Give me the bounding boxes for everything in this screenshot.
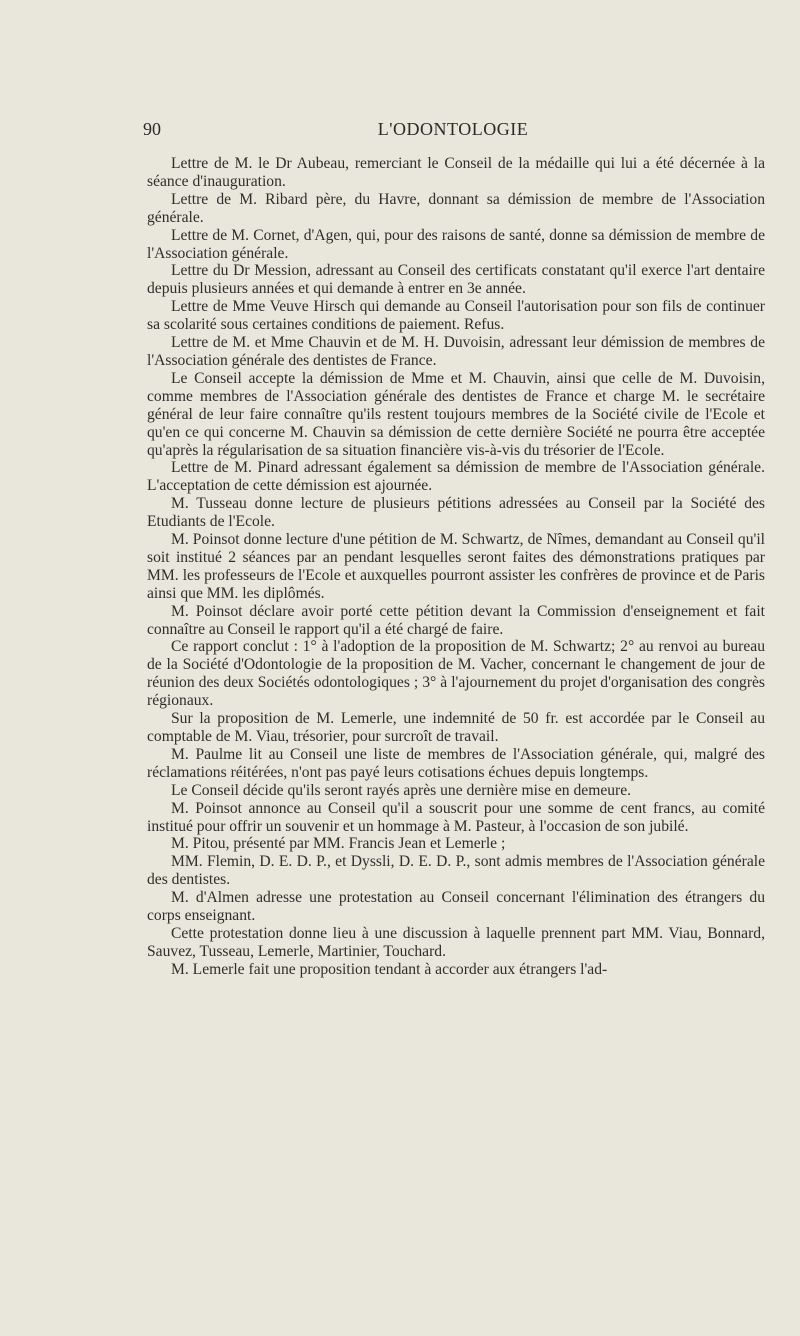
- paragraph: Ce rapport conclut : 1° à l'adoption de la proposition de M. Schwartz; 2° au renvoi au bureau de la Société d'Odontologie de la proposition de M. Vacher, concernant le changement de jour de réunion des deux Sociétés odontologiques ; 3° à l'ajournement du projet d'organisation des congrès régionaux.: [147, 638, 765, 710]
- paragraph: M. Pitou, présenté par MM. Francis Jean et Lemerle ;: [171, 835, 506, 853]
- paragraph: Lettre de M. Pinard adressant également sa démission de membre de l'Association générale. L'acceptation de cette démission est ajournée.: [147, 459, 765, 495]
- paragraph: M. Poinsot déclare avoir porté cette pétition devant la Commission d'enseignement et fait connaître au Conseil le rapport qu'il a été chargé de faire.: [147, 602, 765, 638]
- running-title: L'ODONTOLOGIE: [377, 119, 529, 139]
- body-text: [147, 155, 765, 979]
- paragraph: Lettre de M. le Dr Aubeau, remerciant le Conseil de la médaille qui lui a été décernée à la séance d'inauguration.: [147, 155, 765, 190]
- paragraph: Cette protestation donne lieu à une discussion à laquelle prennent part MM. Viau, Bonnard, Sauvez, Tusseau, Lemerle, Martinier, Touchard.: [147, 924, 765, 960]
- paragraph: Le Conseil accepte la démission de Mme et M. Chauvin, ainsi que celle de M. Duvoisin, comme membres de l'Association générale des dentistes de France et charge M. le secrétaire général de leur faire connaître qu'ils restent toujours membres de la Société civile de l'Ecole et qu'en ce qui concerne M. Chauvin sa démission de cette dernière Société ne pourra être acceptée qu'après la régularisation de sa situation financière vis-à-vis du trésorier de l'Ecole.: [147, 369, 765, 459]
- paragraph: Le Conseil décide qu'ils seront rayés après une dernière mise en demeure.: [171, 781, 632, 799]
- page-header: [143, 119, 763, 143]
- paragraph: M. Poinsot annonce au Conseil qu'il a souscrit pour une somme de cent francs, au comité institué pour offrir un souvenir et un hommage à M. Pasteur, à l'occasion de son jubilé.: [147, 799, 765, 835]
- paragraph: Lettre de M. et Mme Chauvin et de M. H. Duvoisin, adressant leur démission de membres de l'Association générale des dentistes de France.: [147, 334, 765, 369]
- paragraph: Sur la proposition de M. Lemerle, une indemnité de 50 fr. est accordée par le Conseil au comptable de M. Viau, trésorier, pour surcroît de travail.: [147, 710, 765, 745]
- paragraph: M. Tusseau donne lecture de plusieurs pétitions adressées au Conseil par la Société des Etudiants de l'Ecole.: [147, 495, 765, 531]
- paragraph: M. d'Almen adresse une protestation au Conseil concernant l'élimination des étrangers du corps enseignant.: [147, 889, 765, 925]
- paragraph: M. Paulme lit au Conseil une liste de membres de l'Association générale, qui, malgré des réclamations réitérées, n'ont pas payé leurs cotisations échues depuis longtemps.: [147, 745, 765, 781]
- paragraph: Lettre de M. Cornet, d'Agen, qui, pour des raisons de santé, donne sa démission de membre de l'Association générale.: [147, 226, 765, 262]
- paragraph: Lettre de Mme Veuve Hirsch qui demande au Conseil l'autorisation pour son fils de continuer sa scolarité sous certaines conditions de paiement. Refus.: [147, 298, 765, 334]
- page-number: 90: [143, 119, 161, 139]
- paragraph: M. Lemerle fait une proposition tendant à accorder aux étrangers l'ad-: [171, 960, 608, 978]
- paragraph: MM. Flemin, D. E. D. P., et Dyssli, D. E. D. P., sont admis membres de l'Association générale des dentistes.: [147, 853, 765, 889]
- paragraph: Lettre du Dr Mession, adressant au Conseil des certificats constatant qu'il exerce l'art dentaire depuis plusieurs années et qui demande à entrer en 3e année.: [147, 262, 765, 298]
- paragraph: Lettre de M. Ribard père, du Havre, donnant sa démission de membre de l'Association générale.: [147, 190, 765, 226]
- paragraph: M. Poinsot donne lecture d'une pétition de M. Schwartz, de Nîmes, demandant au Conseil qu'il soit institué 2 séances par an pendant lesquelles seront faites des démonstrations pratiques par MM. les professeurs de l'Ecole et auxquelles pourront assister les confrères de province et de Paris ainsi que MM. les diplômés.: [147, 531, 765, 602]
